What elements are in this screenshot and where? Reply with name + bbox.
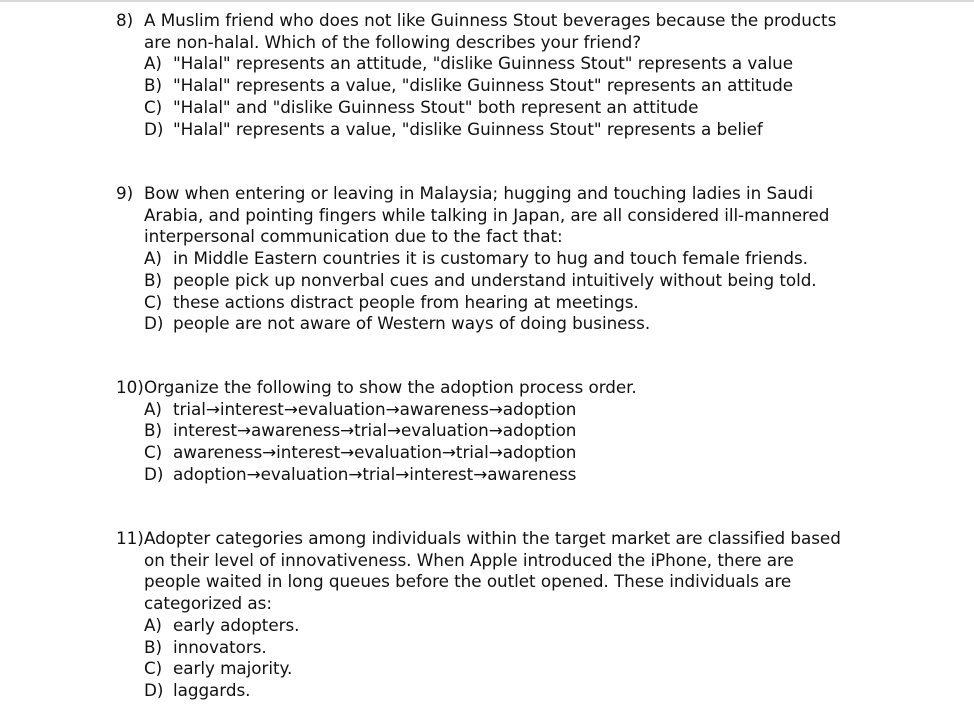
answer-option-d [144,313,876,335]
option-label: C) [144,442,163,463]
answer-option-b [144,420,876,442]
option-label: B) [144,75,162,96]
option-text: "Halal" represents a value, "dislike Guinness Stout" represents an attitude [173,75,794,96]
option-label: A) [144,248,162,269]
question-8 [116,10,876,140]
option-label: C) [144,658,163,679]
option-label: C) [144,291,163,312]
question-stem-row [116,528,876,615]
option-text: in Middle Eastern countries it is customary to hug and touch female friends. [173,248,808,269]
option-label: D) [144,463,164,484]
option-text: these actions distract people from hearing at meetings. [173,291,639,312]
question-stem: Bow when entering or leaving in Malaysia; hugging and touching ladies in Saudi Arabia, and pointing fingers while talking in Japan, are all considered ill-mannered interpersonal communication due to the fact that: [144,183,830,247]
question-number: 11) [116,528,144,548]
question-11 [116,528,876,702]
option-text: "Halal" represents an attitude, "dislike Guinness Stout" represents a value [173,53,794,74]
option-label: D) [144,313,164,334]
option-text: trial→interest→evaluation→awareness→adoption [173,398,577,419]
option-label: A) [144,398,162,419]
answer-option-d [144,119,876,141]
question-stem-row [116,10,876,53]
answer-option-d [144,464,876,486]
answer-option-b [144,75,876,97]
answer-option-c [144,442,876,464]
answer-option-c [144,292,876,314]
question-number: 8) [116,10,134,30]
question-stem-row [116,183,876,248]
option-label: B) [144,636,162,657]
answer-options [144,615,876,702]
answer-option-a [144,53,876,75]
question-9 [116,183,876,335]
answer-option-a [144,399,876,421]
question-number: 10) [116,377,144,397]
top-divider [0,0,974,2]
option-label: A) [144,614,162,635]
question-stem: Adopter categories among individuals within the target market are classified based on their level of innovativeness. When Apple introduced the iPhone, there are people waited in long queues before the outlet opened. These individuals are categorized as: [144,528,841,614]
option-label: A) [144,53,162,74]
answer-option-a [144,615,876,637]
option-label: D) [144,679,164,700]
question-stem: Organize the following to show the adoption process order. [144,377,637,397]
option-label: D) [144,118,164,139]
question-10 [116,377,876,486]
answer-option-c [144,658,876,680]
option-text: people are not aware of Western ways of doing business. [173,313,651,334]
option-text: innovators. [173,636,267,657]
option-text: adoption→evaluation→trial→interest→awareness [173,463,577,484]
answer-option-c [144,97,876,119]
option-label: B) [144,420,162,441]
answer-options [144,399,876,486]
option-text: "Halal" and "dislike Guinness Stout" both represent an attitude [173,96,699,117]
option-text: laggards. [173,679,251,700]
question-number: 9) [116,183,134,203]
option-text: early majority. [173,658,293,679]
option-label: B) [144,269,162,290]
answer-option-a [144,248,876,270]
option-text: early adopters. [173,614,300,635]
answer-options [144,53,876,140]
option-label: C) [144,96,163,117]
answer-options [144,248,876,335]
answer-option-b [144,270,876,292]
option-text: interest→awareness→trial→evaluation→adoption [173,420,577,441]
option-text: "Halal" represents a value, "dislike Guinness Stout" represents a belief [173,118,763,139]
option-text: awareness→interest→evaluation→trial→adoption [173,442,577,463]
question-stem: A Muslim friend who does not like Guinness Stout beverages because the products are non-halal. Which of the following describes your friend? [144,10,837,52]
answer-option-b [144,637,876,659]
question-stem-row [116,377,876,399]
option-text: people pick up nonverbal cues and understand intuitively without being told. [173,269,817,290]
answer-option-d [144,680,876,702]
